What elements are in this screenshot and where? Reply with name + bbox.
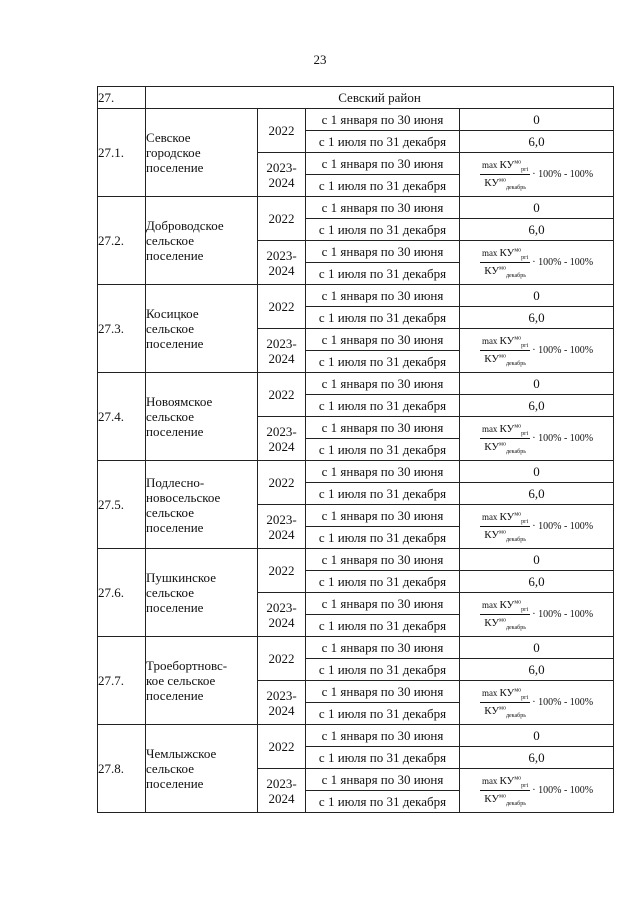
settlement-name-line: кое сельское [146, 673, 216, 688]
value-cell: 6,0 [460, 307, 614, 329]
formula-fraction [480, 246, 530, 279]
formula-max: max [481, 160, 498, 170]
formula-numerator [480, 246, 530, 263]
formula-sup: мо [514, 775, 522, 782]
formula-sup: мо [499, 793, 506, 800]
year-range-line: 2023- [266, 599, 297, 615]
formula-cell [460, 769, 614, 813]
year-range-line: 2023- [266, 335, 297, 351]
formula [460, 598, 613, 631]
formula-ku: КУ [484, 617, 500, 629]
formula-fraction [480, 334, 530, 367]
formula-cell [460, 681, 614, 725]
formula-max: max [481, 688, 498, 698]
formula-cell [460, 153, 614, 197]
value-cell: 0 [460, 197, 614, 219]
period-cell: с 1 января по 30 июня [306, 109, 460, 131]
settlement-name-line: сельское [146, 585, 194, 600]
formula-sup: мо [514, 687, 522, 694]
period-cell: с 1 января по 30 июня [306, 285, 460, 307]
row-number: 27.7. [98, 637, 146, 725]
formula-ku: КУ [484, 177, 500, 189]
formula-fraction [480, 158, 530, 191]
formula-max: max [481, 248, 498, 258]
section-number: 27. [98, 87, 146, 109]
settlement-name-line: городское [146, 145, 201, 160]
period-cell: с 1 января по 30 июня [306, 505, 460, 527]
formula-numerator [480, 686, 530, 703]
year-range-line: 2023- [266, 423, 297, 439]
formula-fraction [480, 422, 530, 455]
value-cell: 6,0 [460, 395, 614, 417]
settlement-name-line: поселение [146, 688, 204, 703]
year-range-line: 2023- [266, 687, 297, 703]
year-cell: 2022 [258, 549, 306, 593]
period-cell: с 1 июля по 31 декабря [306, 439, 460, 461]
year-range-cell [258, 329, 306, 373]
formula [460, 334, 613, 367]
settlement-name [146, 637, 258, 725]
settlement-name [146, 461, 258, 549]
value-cell: 0 [460, 637, 614, 659]
formula-numerator [480, 334, 530, 351]
formula-denominator [482, 791, 528, 807]
formula-sup: мо [514, 423, 522, 430]
table-row [98, 637, 614, 659]
period-cell: с 1 июля по 31 декабря [306, 263, 460, 285]
year-range-cell [258, 769, 306, 813]
period-cell: с 1 июля по 31 декабря [306, 703, 460, 725]
formula-rest: · 100% - 100% [532, 697, 594, 708]
formula-ku: КУ [499, 599, 515, 611]
settlement-name-line: поселение [146, 248, 204, 263]
formula-sup: мо [514, 335, 522, 342]
year-range-line: 2024 [268, 350, 295, 366]
settlement-name-line: Пушкинское [146, 570, 216, 585]
formula [460, 774, 613, 807]
formula-sub: ргi [521, 343, 529, 349]
row-number: 27.3. [98, 285, 146, 373]
settlement-name [146, 373, 258, 461]
period-cell: с 1 января по 30 июня [306, 769, 460, 791]
year-cell: 2022 [258, 197, 306, 241]
settlement-name-line: сельское [146, 504, 194, 520]
table-row [98, 109, 614, 131]
formula-sub: декабрь [505, 713, 526, 719]
year-range-line: 2024 [268, 438, 295, 454]
formula [460, 422, 613, 455]
formula-rest: · 100% - 100% [532, 257, 594, 268]
formula-numerator [480, 598, 530, 615]
table-row [98, 373, 614, 395]
formula-numerator [480, 774, 530, 791]
formula-max: max [481, 336, 498, 346]
settlement-name-line: Подлесно- [146, 474, 205, 490]
formula-denominator [482, 263, 528, 279]
formula-sub: ргi [521, 519, 529, 525]
formula-fraction [480, 774, 530, 807]
formula-ku: КУ [484, 705, 500, 717]
formula-sub: декабрь [505, 449, 526, 455]
formula-sup: мо [514, 511, 522, 518]
formula-sub: ргi [521, 695, 529, 701]
section-title: Севский район [146, 87, 614, 109]
year-range-cell [258, 681, 306, 725]
year-range-cell [258, 153, 306, 197]
formula-ku: КУ [484, 353, 500, 365]
table-row [98, 725, 614, 747]
formula-ku: КУ [499, 687, 515, 699]
formula-sub: ргi [521, 607, 529, 613]
row-number: 27.2. [98, 197, 146, 285]
formula-sup: мо [514, 599, 522, 606]
formula-ku: КУ [499, 335, 515, 347]
formula-sup: мо [499, 265, 506, 272]
section-header-row [98, 87, 614, 109]
period-cell: с 1 июля по 31 декабря [306, 615, 460, 637]
period-cell: с 1 января по 30 июня [306, 637, 460, 659]
formula-denominator [482, 527, 528, 543]
period-cell: с 1 января по 30 июня [306, 197, 460, 219]
period-cell: с 1 июля по 31 декабря [306, 747, 460, 769]
value-cell: 0 [460, 109, 614, 131]
formula-sup: мо [499, 177, 506, 184]
formula-denominator [482, 439, 528, 455]
formula-max: max [481, 512, 498, 522]
formula-sup: мо [499, 441, 506, 448]
settlement-name-line: Доброводское [146, 218, 224, 233]
period-cell: с 1 января по 30 июня [306, 329, 460, 351]
settlement-name-line: Севское [146, 130, 191, 145]
settlement-name-line: сельское [146, 233, 194, 248]
formula-ku: КУ [484, 529, 500, 541]
period-cell: с 1 июля по 31 декабря [306, 527, 460, 549]
formula-sup: мо [499, 617, 506, 624]
formula-max: max [481, 776, 498, 786]
row-number: 27.4. [98, 373, 146, 461]
formula-rest: · 100% - 100% [532, 785, 594, 796]
settlement-name [146, 725, 258, 813]
formula-sub: декабрь [505, 625, 526, 631]
value-cell: 0 [460, 285, 614, 307]
settlement-name [146, 549, 258, 637]
formula-denominator [482, 703, 528, 719]
formula-cell [460, 241, 614, 285]
year-range-line: 2024 [268, 614, 295, 630]
period-cell: с 1 июля по 31 декабря [306, 131, 460, 153]
settlement-name-line: поселение [146, 776, 204, 791]
year-range-line: 2023- [266, 247, 297, 263]
year-range-line: 2024 [268, 702, 295, 718]
settlement-name-line: сельское [146, 321, 194, 336]
settlement-name-line: Троебортновс- [146, 658, 228, 673]
year-range-line: 2023- [266, 775, 297, 791]
settlement-name-line: новосельское [146, 489, 221, 505]
formula-sup: мо [514, 247, 522, 254]
settlement-name-line: поселение [146, 600, 204, 615]
formula-fraction [480, 598, 530, 631]
formula-max: max [481, 600, 498, 610]
period-cell: с 1 января по 30 июня [306, 373, 460, 395]
period-cell: с 1 июля по 31 декабря [306, 659, 460, 681]
formula [460, 510, 613, 543]
value-cell: 6,0 [460, 747, 614, 769]
table-body [98, 87, 614, 813]
settlement-name-line: поселение [146, 519, 204, 535]
formula-sup: мо [499, 529, 506, 536]
year-cell: 2022 [258, 373, 306, 417]
settlement-name [146, 197, 258, 285]
formula-rest: · 100% - 100% [532, 169, 594, 180]
formula-denominator [482, 615, 528, 631]
formula-rest: · 100% - 100% [532, 521, 594, 532]
year-range-cell [258, 417, 306, 461]
formula-sup: мо [499, 705, 506, 712]
formula-ku: КУ [499, 775, 515, 787]
settlement-name [146, 285, 258, 373]
formula-sub: декабрь [505, 273, 526, 279]
formula-sub: ргi [521, 783, 529, 789]
settlement-name-line: поселение [146, 336, 204, 351]
period-cell: с 1 июля по 31 декабря [306, 395, 460, 417]
formula-cell [460, 505, 614, 549]
tariff-table [97, 86, 614, 813]
period-cell: с 1 января по 30 июня [306, 725, 460, 747]
formula-sub: декабрь [505, 537, 526, 543]
formula-cell [460, 329, 614, 373]
formula-ku: КУ [499, 159, 515, 171]
value-cell: 6,0 [460, 659, 614, 681]
year-range-line: 2024 [268, 174, 295, 190]
settlement-name-line: сельское [146, 409, 194, 424]
value-cell: 0 [460, 549, 614, 571]
settlement-name [146, 109, 258, 197]
row-number: 27.8. [98, 725, 146, 813]
formula-ku: КУ [499, 423, 515, 435]
formula-sup: мо [499, 353, 506, 360]
period-cell: с 1 января по 30 июня [306, 153, 460, 175]
formula [460, 686, 613, 719]
formula-rest: · 100% - 100% [532, 609, 594, 620]
table-row [98, 285, 614, 307]
settlement-name-line: Новоямское [146, 394, 213, 409]
period-cell: с 1 января по 30 июня [306, 461, 460, 483]
formula-ku: КУ [499, 511, 515, 523]
formula-max: max [481, 424, 498, 434]
table-row [98, 461, 614, 483]
value-cell: 6,0 [460, 483, 614, 505]
formula-rest: · 100% - 100% [532, 433, 594, 444]
formula-denominator [482, 351, 528, 367]
formula-ku: КУ [499, 247, 515, 259]
formula-numerator [480, 510, 530, 527]
year-cell: 2022 [258, 725, 306, 769]
formula [460, 246, 613, 279]
value-cell: 6,0 [460, 131, 614, 153]
period-cell: с 1 июля по 31 декабря [306, 483, 460, 505]
formula-ku: КУ [484, 793, 500, 805]
year-cell: 2022 [258, 285, 306, 329]
settlement-name-line: поселение [146, 424, 204, 439]
formula-fraction [480, 686, 530, 719]
formula-sub: декабрь [505, 185, 526, 191]
row-number: 27.5. [98, 461, 146, 549]
year-range-line: 2024 [268, 526, 295, 542]
period-cell: с 1 января по 30 июня [306, 681, 460, 703]
year-range-line: 2023- [266, 159, 297, 175]
settlement-name-line: поселение [146, 160, 204, 175]
settlement-name-line: Чемлыжское [146, 746, 217, 761]
formula-ku: КУ [484, 265, 500, 277]
period-cell: с 1 июля по 31 декабря [306, 307, 460, 329]
period-cell: с 1 января по 30 июня [306, 549, 460, 571]
period-cell: с 1 июля по 31 декабря [306, 791, 460, 813]
year-cell: 2022 [258, 109, 306, 153]
formula-sub: декабрь [505, 801, 526, 807]
formula-sub: ргi [521, 167, 529, 173]
period-cell: с 1 июля по 31 декабря [306, 175, 460, 197]
formula-fraction [480, 510, 530, 543]
value-cell: 0 [460, 725, 614, 747]
value-cell: 0 [460, 373, 614, 395]
settlement-name-line: сельское [146, 761, 194, 776]
formula-denominator [482, 175, 528, 191]
table-row [98, 549, 614, 571]
year-cell: 2022 [258, 637, 306, 681]
period-cell: с 1 июля по 31 декабря [306, 219, 460, 241]
year-range-line: 2024 [268, 790, 295, 806]
formula-rest: · 100% - 100% [532, 345, 594, 356]
value-cell: 6,0 [460, 571, 614, 593]
year-range-cell [258, 241, 306, 285]
value-cell: 0 [460, 461, 614, 483]
period-cell: с 1 июля по 31 декабря [306, 351, 460, 373]
year-range-line: 2023- [266, 511, 297, 527]
period-cell: с 1 января по 30 июня [306, 417, 460, 439]
period-cell: с 1 января по 30 июня [306, 593, 460, 615]
year-cell: 2022 [258, 461, 306, 505]
page-number: 23 [313, 52, 327, 67]
period-cell: с 1 июля по 31 декабря [306, 571, 460, 593]
row-number: 27.6. [98, 549, 146, 637]
formula-numerator [480, 158, 530, 175]
formula [460, 158, 613, 191]
formula-sub: ргi [521, 431, 529, 437]
value-cell: 6,0 [460, 219, 614, 241]
formula-numerator [480, 422, 530, 439]
row-number: 27.1. [98, 109, 146, 197]
formula-sub: ргi [521, 255, 529, 261]
formula-sup: мо [514, 159, 522, 166]
table-row [98, 197, 614, 219]
settlement-name-line: Косицкое [146, 306, 199, 321]
formula-cell [460, 417, 614, 461]
formula-sub: декабрь [505, 361, 526, 367]
year-range-cell [258, 505, 306, 549]
year-range-line: 2024 [268, 262, 295, 278]
period-cell: с 1 января по 30 июня [306, 241, 460, 263]
year-range-cell [258, 593, 306, 637]
formula-cell [460, 593, 614, 637]
formula-ku: КУ [484, 441, 500, 453]
